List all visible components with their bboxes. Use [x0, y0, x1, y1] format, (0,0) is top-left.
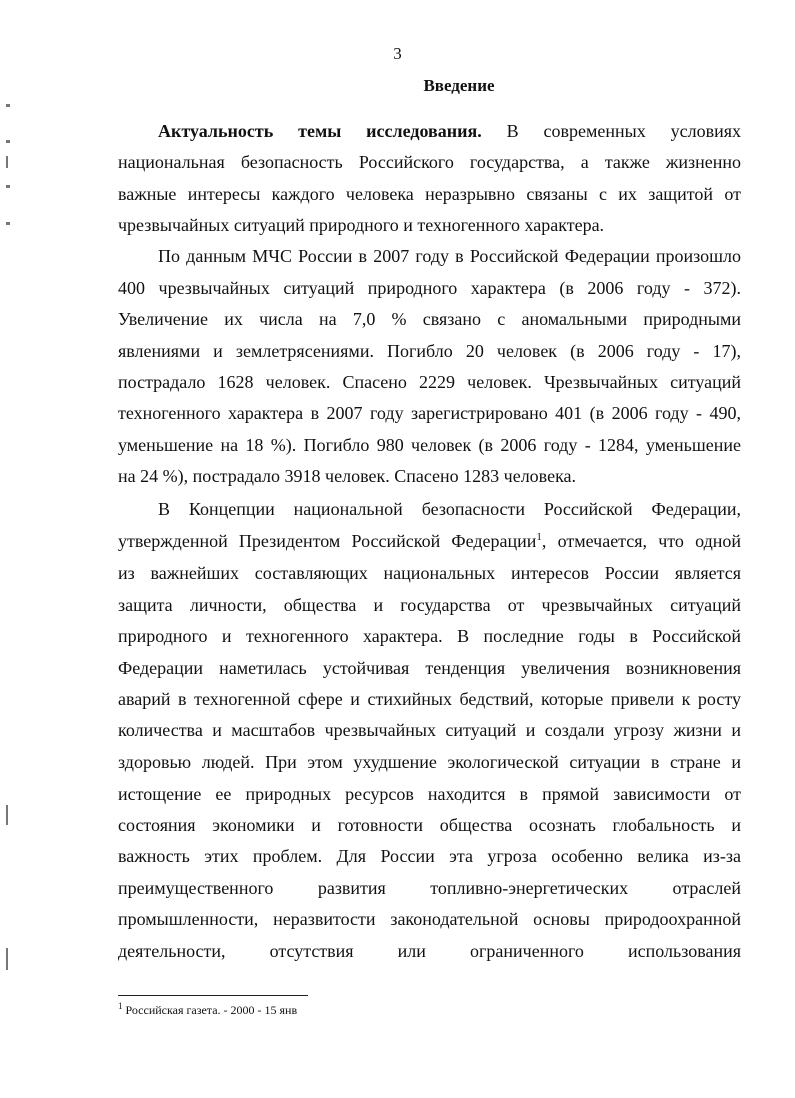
footnote-reference: 1 [536, 531, 542, 543]
paragraph-1-line-4: чрезвычайных ситуаций природного и техногенного характера. [118, 215, 605, 235]
paragraph-3-line-3: из важнейших составляющих национальных интересов России является [118, 563, 741, 583]
section-heading: Введение [423, 76, 495, 95]
scan-mark [6, 222, 10, 225]
paragraph-1-line-2: национальная безопасность Российского государства, а также жизненно [118, 152, 741, 172]
paragraph-3-line-8: количества и масштабов чрезвычайных ситуаций и создали угрозу жизни и [118, 720, 741, 740]
scan-mark [6, 140, 10, 143]
paragraph-3-line-15: деятельности, отсутствия или ограниченного использования [118, 941, 741, 961]
paragraph-1-line-1: Актуальность темы исследования. В современных условиях [158, 121, 741, 141]
paragraph-2-line-2: 400 чрезвычайных ситуаций природного характера (в 2006 году - 372). [118, 278, 741, 298]
bold-lead: Актуальность темы исследования. [158, 121, 482, 141]
paragraph-3-line-5: природного и техногенного характера. В последние годы в Российской [118, 626, 741, 646]
paragraph-3-line-2: утвержденной Президентом Российской Федерации$^1$, отмечается, что одной [118, 531, 741, 551]
paragraph-3-line-1: В Концепции национальной безопасности Российской Федерации, [158, 499, 741, 519]
paragraph-1-line-3: важные интересы каждого человека неразрывно связаны с их защитой от [118, 184, 741, 204]
paragraph-3-line-14: промышленности, неразвитости законодательной основы природоохранной [118, 909, 741, 929]
paragraph-2-line-3: Увеличение их числа на 7,0 % связано с аномальными природными [118, 309, 741, 329]
page-number: 3 [393, 44, 402, 63]
paragraph-3-line-4: защита личности, общества и государства от чрезвычайных ситуаций [118, 595, 741, 615]
scan-mark [6, 156, 8, 168]
paragraph-2-line-6: техногенного характера в 2007 году зарегистрировано 401 (в 2006 году - 490, [118, 403, 741, 423]
paragraph-2-line-1: По данным МЧС России в 2007 году в Российской Федерации произошло [158, 246, 741, 266]
paragraph-3-line-10: истощение ее природных ресурсов находится в прямой зависимости от [118, 784, 741, 804]
footnote-marker: 1 [118, 1001, 123, 1011]
paragraph-3-line-12: важность этих проблем. Для России эта угроза особенно велика из-за [118, 846, 741, 866]
scan-mark [6, 948, 8, 970]
paragraph-3-line-13: преимущественного развития топливно-энергетических отраслей [118, 878, 741, 898]
paragraph-3-line-7: аварий в техногенной сфере и стихийных бедствий, которые привели к росту [118, 689, 741, 709]
footnote: $^1$ Российская газета. - 2000 - 15 янв [118, 1001, 298, 1017]
footnote-separator [118, 995, 308, 996]
paragraph-3-line-11: состояния экономики и готовности общества осознать глобальность и [118, 815, 741, 835]
paragraph-2-line-7: уменьшение на 18 %). Погибло 980 человек (в 2006 году - 1284, уменьшение [118, 435, 741, 455]
paragraph-3-line-6: Федерации наметилась устойчивая тенденция увеличения возникновения [118, 658, 741, 678]
paragraph-3-line-9: здоровью людей. При этом ухудшение экологической ситуации в стране и [118, 752, 741, 772]
paragraph-2-line-5: пострадало 1628 человек. Спасено 2229 человек. Чрезвычайных ситуаций [118, 372, 741, 392]
paragraph-2-line-8: на 24 %), пострадало 3918 человек. Спасено 1283 человека. [118, 466, 577, 486]
scan-mark [6, 805, 8, 825]
scan-mark [6, 185, 10, 188]
scan-mark [6, 104, 10, 107]
paragraph-2-line-4: явлениями и землетрясениями. Погибло 20 человек (в 2006 году - 17), [118, 341, 741, 361]
